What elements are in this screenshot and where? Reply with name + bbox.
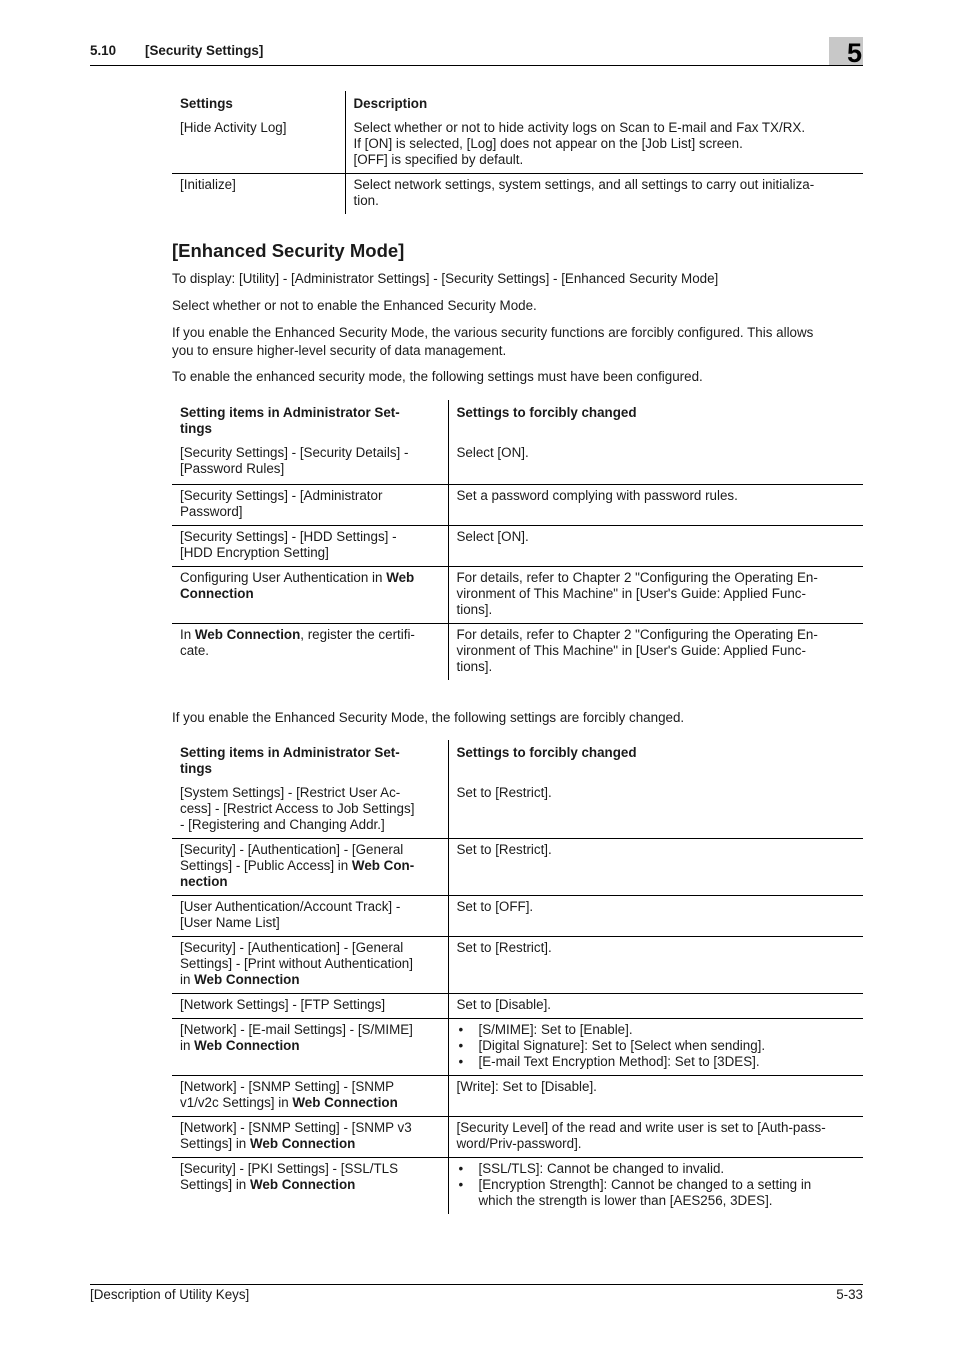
cell-text: cate. bbox=[180, 642, 210, 658]
forced-value bbox=[448, 1117, 863, 1158]
section-heading: [Enhanced Security Mode] bbox=[172, 240, 405, 261]
cell-text: in bbox=[180, 972, 195, 987]
header-section-number: 5.10 bbox=[90, 43, 117, 58]
setting-name: [Initialize] bbox=[172, 174, 345, 215]
forced-value bbox=[448, 566, 863, 623]
setting-name: [Hide Activity Log] bbox=[172, 117, 345, 174]
column-header-settings: Settings bbox=[172, 91, 345, 117]
cell-line: word/Priv-password]. bbox=[456, 1136, 582, 1151]
table-row bbox=[172, 1019, 863, 1076]
cell-line: Password] bbox=[180, 503, 243, 519]
cell-line: [User Authentication/Account Track] - bbox=[180, 899, 401, 914]
list-item bbox=[457, 1177, 856, 1209]
setting-item bbox=[172, 525, 448, 566]
cell-text: Configuring User Authentication in bbox=[180, 569, 387, 585]
cell-text: In bbox=[180, 626, 195, 642]
bullet-list bbox=[457, 1161, 856, 1209]
page-number: 5-33 bbox=[836, 1287, 863, 1302]
setting-description bbox=[345, 174, 863, 215]
display-path-text: To display: [Utility] - [Administrator Settings] - [Security Settings] - [Enhanced Security Mode] bbox=[172, 271, 719, 286]
cell-line: For details, refer to Chapter 2 "Configuring the Operating En- bbox=[456, 569, 818, 585]
setting-item bbox=[172, 566, 448, 623]
page-footer bbox=[90, 1284, 863, 1302]
setting-item bbox=[172, 782, 448, 839]
cell-line: tions]. bbox=[456, 601, 493, 617]
forced-value: Select [ON]. bbox=[456, 445, 529, 460]
cell-text: in bbox=[180, 1038, 195, 1053]
description-line: [OFF] is specified by default. bbox=[353, 152, 524, 167]
setting-description bbox=[345, 117, 863, 174]
cell-line: vironment of This Machine" in [User's Guide: Applied Func- bbox=[456, 585, 806, 601]
description-line: If [ON] is selected, [Log] does not appear on the [Job List] screen. bbox=[353, 136, 743, 151]
cell-line: [HDD Encryption Setting] bbox=[180, 544, 329, 560]
setting-item bbox=[172, 484, 448, 525]
setting-item bbox=[172, 1158, 448, 1215]
cell-line: [Security] - [PKI Settings] - [SSL/TLS bbox=[180, 1161, 399, 1176]
column-header-setting-items bbox=[172, 400, 448, 442]
setting-item bbox=[172, 623, 448, 680]
forced-value: Set to [OFF]. bbox=[456, 899, 534, 914]
cell-line: [Network] - [E-mail Settings] - [S/MIME] bbox=[180, 1022, 413, 1037]
column-header-description: Description bbox=[353, 96, 428, 111]
forced-changes-table bbox=[172, 740, 863, 1214]
table-row bbox=[172, 1158, 863, 1215]
header-section-title: [Security Settings] bbox=[145, 43, 264, 58]
paragraph bbox=[172, 324, 872, 360]
cell-line: [Network] - [SNMP Setting] - [SNMP bbox=[180, 1079, 395, 1094]
header-line: tings bbox=[180, 761, 212, 776]
list-item: • [SSL/TLS]: Cannot be changed to invalid. bbox=[457, 1161, 856, 1177]
cell-bold-text: Web bbox=[386, 569, 415, 585]
list-item-line: [Encryption Strength]: Cannot be changed to a setting in bbox=[478, 1177, 812, 1192]
cell-line: [Security Level] of the read and write user is set to [Auth-pass- bbox=[456, 1120, 826, 1135]
table-row bbox=[172, 937, 863, 994]
table-row bbox=[172, 1076, 863, 1117]
column-header-forcibly-changed: Settings to forcibly changed bbox=[456, 745, 637, 760]
cell-line: [Security] - [Authentication] - [General bbox=[180, 940, 404, 955]
cell-bold-text: Connection bbox=[180, 585, 254, 601]
description-line: tion. bbox=[353, 193, 379, 208]
setting-item bbox=[172, 1019, 448, 1076]
cell-line: [Security] - [Authentication] - [General bbox=[180, 842, 404, 857]
header-line: tings bbox=[180, 421, 212, 436]
cell-line: vironment of This Machine" in [User's Guide: Applied Func- bbox=[456, 642, 806, 658]
paragraph: Select whether or not to enable the Enhanced Security Mode. bbox=[172, 298, 537, 313]
forced-value: Set a password complying with password rules. bbox=[456, 487, 738, 503]
cell-line: [Password Rules] bbox=[180, 461, 285, 476]
list-item: • [S/MIME]: Set to [Enable]. bbox=[457, 1022, 856, 1038]
paragraph: To enable the enhanced security mode, the following settings must have been configured. bbox=[172, 369, 703, 384]
setting-item bbox=[172, 839, 448, 896]
cell-bold-text: Web Connection bbox=[249, 1177, 356, 1192]
header-line: Setting items in Administrator Set- bbox=[180, 745, 400, 760]
setting-item bbox=[172, 1117, 448, 1158]
table-row bbox=[172, 117, 863, 174]
settings-table bbox=[172, 91, 863, 214]
setting-item bbox=[172, 896, 448, 937]
paragraph-line: you to ensure higher-level security of data management. bbox=[172, 343, 507, 358]
cell-bold-text: Web Connection bbox=[194, 1038, 300, 1053]
forced-value: [Write]: Set to [Disable]. bbox=[456, 1079, 597, 1094]
header-line: Setting items in Administrator Set- bbox=[180, 405, 400, 420]
footer-chapter-title: [Description of Utility Keys] bbox=[90, 1287, 250, 1302]
chapter-badge: 5 bbox=[829, 37, 863, 65]
cell-line: For details, refer to Chapter 2 "Configuring the Operating En- bbox=[456, 626, 818, 642]
cell-line: Settings] - [Print without Authentication] bbox=[180, 956, 413, 971]
forced-value bbox=[448, 1019, 863, 1076]
setting-item bbox=[172, 937, 448, 994]
forced-value: Set to [Restrict]. bbox=[456, 842, 552, 857]
cell-bold-text: Web Con- bbox=[351, 858, 415, 873]
cell-bold-text: Web Connection bbox=[249, 1136, 356, 1151]
list-item: • [Digital Signature]: Set to [Select when sending]. bbox=[457, 1038, 856, 1054]
bullet-list bbox=[457, 1022, 856, 1070]
table-row bbox=[172, 525, 863, 566]
page-header bbox=[90, 40, 863, 66]
list-item-line: which the strength is lower than [AES256, 3DES]. bbox=[478, 1193, 773, 1208]
cell-line: tions]. bbox=[456, 658, 493, 674]
table-row bbox=[172, 994, 863, 1019]
setting-item bbox=[172, 1076, 448, 1117]
forced-value bbox=[448, 623, 863, 680]
forced-value: Set to [Restrict]. bbox=[456, 785, 552, 800]
cell-line: - [Registering and Changing Addr.] bbox=[180, 817, 385, 832]
column-header-forcibly-changed: Settings to forcibly changed bbox=[456, 405, 637, 420]
forced-value: Set to [Restrict]. bbox=[456, 940, 552, 955]
column-header-setting-items bbox=[172, 740, 448, 782]
table-row bbox=[172, 484, 863, 525]
table-header-row bbox=[172, 740, 863, 782]
paragraph: If you enable the Enhanced Security Mode, the following settings are forcibly changed. bbox=[172, 710, 685, 725]
cell-text: Settings] in bbox=[180, 1136, 250, 1151]
table-row bbox=[172, 896, 863, 937]
cell-text: Settings] in bbox=[180, 1177, 250, 1192]
setting-item bbox=[172, 442, 448, 484]
forced-value bbox=[448, 1158, 863, 1215]
table-row bbox=[172, 623, 863, 680]
cell-bold-text: Web Connection bbox=[292, 1095, 398, 1110]
cell-bold-text: Web Connection bbox=[194, 972, 300, 987]
table-row bbox=[172, 839, 863, 896]
cell-text: , register the certifi- bbox=[300, 626, 415, 642]
description-line: Select whether or not to hide activity logs on Scan to E-mail and Fax TX/RX. bbox=[353, 120, 806, 135]
setting-item: [Network Settings] - [FTP Settings] bbox=[172, 994, 448, 1019]
forced-value: Select [ON]. bbox=[456, 528, 529, 544]
cell-line: [Security Settings] - [Administrator bbox=[180, 487, 383, 503]
table-row bbox=[172, 1117, 863, 1158]
forced-value: Set to [Disable]. bbox=[456, 997, 552, 1012]
cell-text: v1/v2c Settings] in bbox=[180, 1095, 293, 1110]
cell-bold-text: nection bbox=[180, 874, 228, 889]
cell-text: Settings] - [Public Access] in bbox=[180, 858, 352, 873]
required-settings-table bbox=[172, 400, 863, 680]
cell-line: [Network] - [SNMP Setting] - [SNMP v3 bbox=[180, 1120, 412, 1135]
cell-line: [Security Settings] - [Security Details] - bbox=[180, 445, 409, 460]
description-line: Select network settings, system settings, and all settings to carry out initializa- bbox=[353, 177, 815, 192]
table-row bbox=[172, 174, 863, 215]
cell-line: [Security Settings] - [HDD Settings] - bbox=[180, 528, 397, 544]
paragraph-line: If you enable the Enhanced Security Mode, the various security functions are forcibly configured. This allows bbox=[172, 325, 814, 340]
cell-bold-text: Web Connection bbox=[194, 626, 301, 642]
table-row bbox=[172, 782, 863, 839]
table-header-row bbox=[172, 400, 863, 442]
cell-line: [System Settings] - [Restrict User Ac- bbox=[180, 785, 401, 800]
cell-line: [User Name List] bbox=[180, 915, 280, 930]
table-row bbox=[172, 566, 863, 623]
cell-line: cess] - [Restrict Access to Job Settings] bbox=[180, 801, 415, 816]
table-header-row bbox=[172, 91, 863, 117]
list-item: • [E-mail Text Encryption Method]: Set to [3DES]. bbox=[457, 1054, 856, 1070]
table-row bbox=[172, 442, 863, 484]
